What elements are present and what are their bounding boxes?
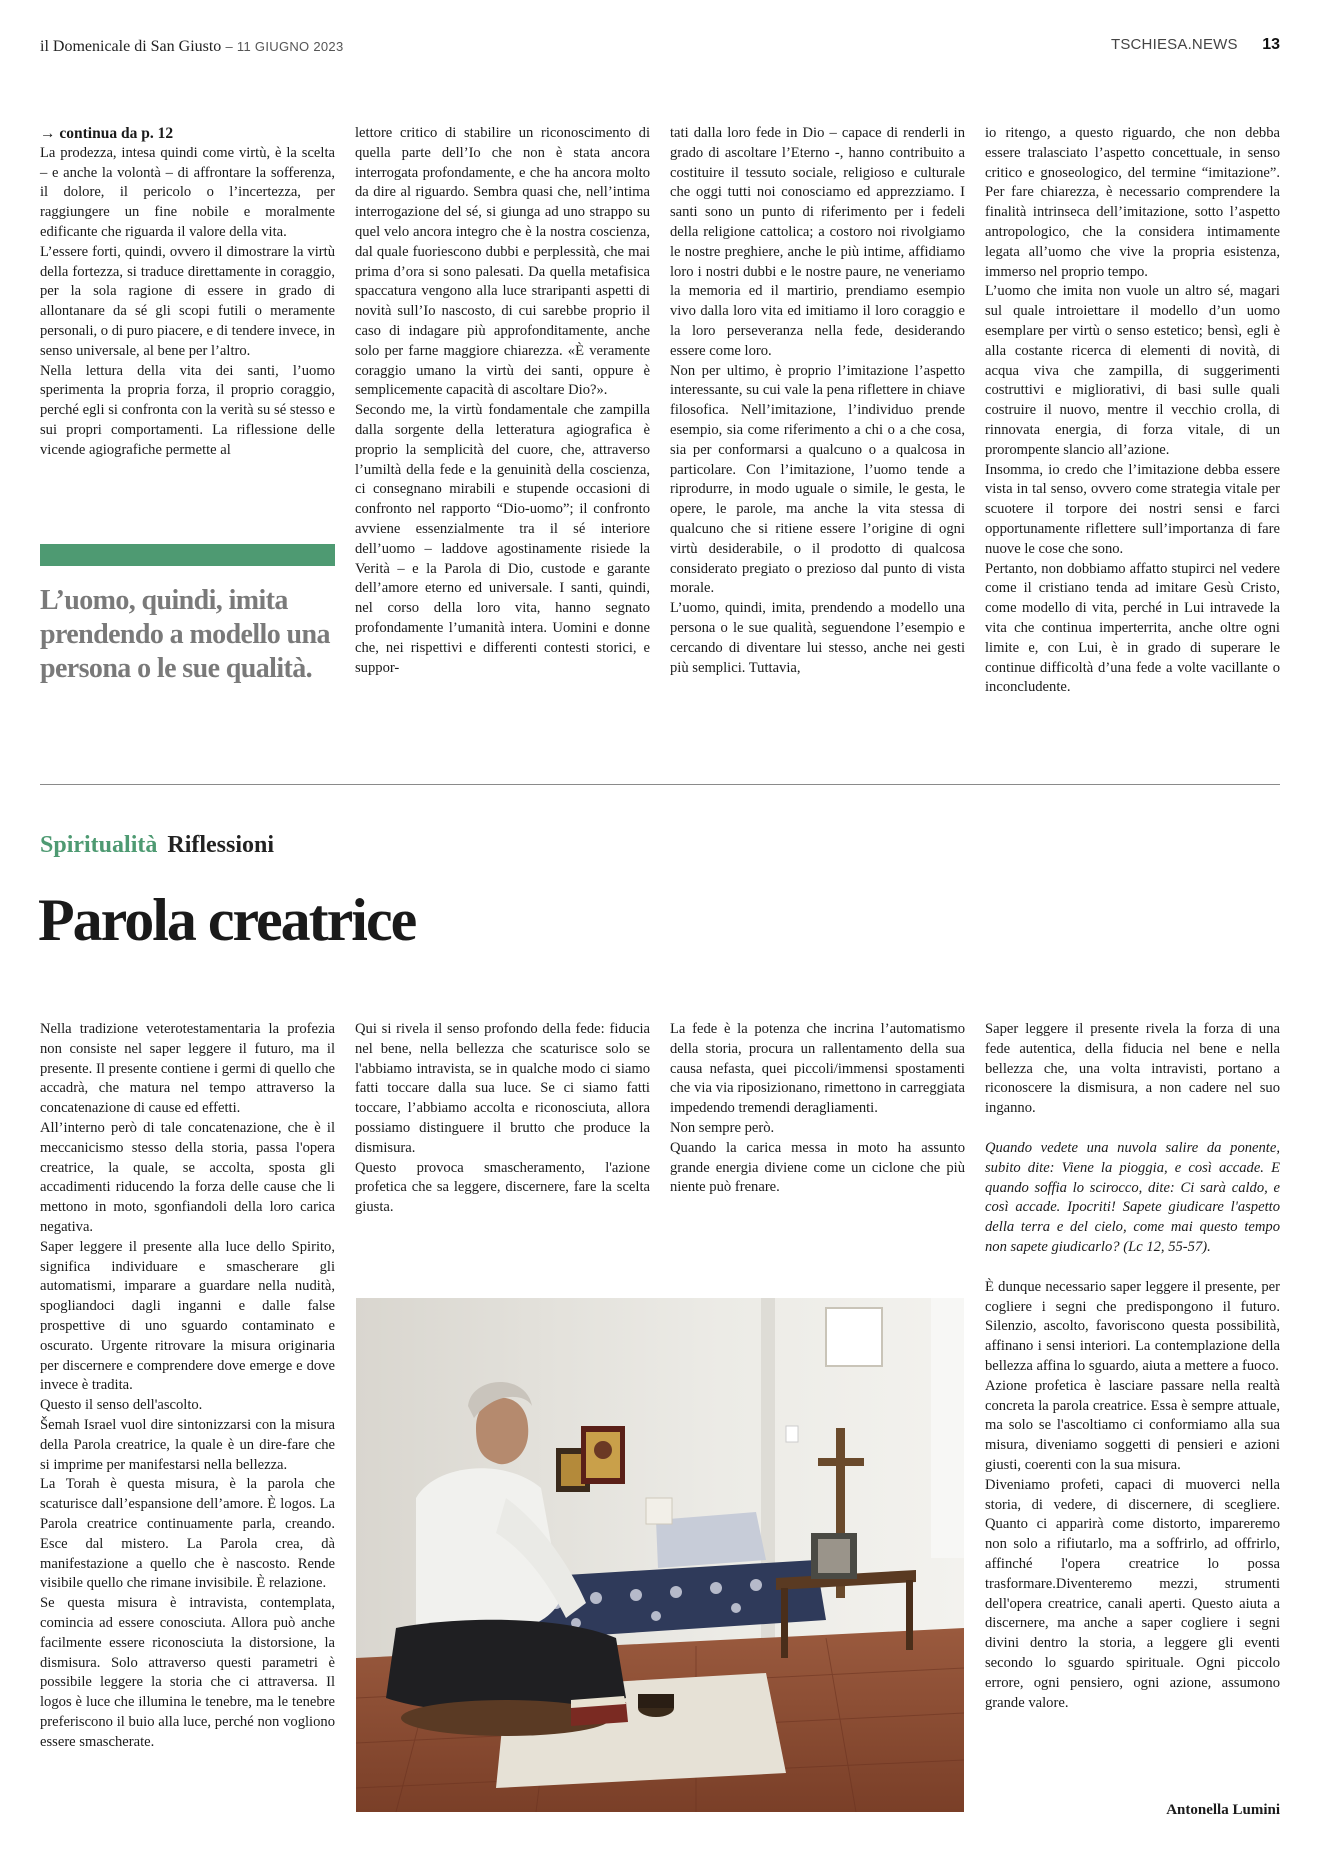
paragraph: lettore critico di stabilire un riconoscimento di quella parte dell’Io che non è stata ancora interrogata profondamente, e che ha ancora molto da dire al riguardo. Sembra quasi che, nell’intima interrogazione del sé, si giunga ad uno strappo su quel velo ancora integro che è la nostra coscienza, dal quale fuoriescono dubbi e perplessità, che mai prima d’ora si sono palesati. Da quella metafisica spaccatura vengono alla luce straripanti aspetti di novità sull’Io nascosto, di cui sarebbe proprio il caso di indagare più approfonditamente, anche solo per farne maggiore chiarezza. «È veramente coraggio umano la virtù dei santi, oppure è semplicemente capacità di ascoltare Dio?».: [355, 125, 650, 399]
section-divider: [40, 784, 1280, 785]
issue-date: – 11 GIUGNO 2023: [225, 39, 344, 54]
pull-quote-bar: [40, 544, 335, 566]
paragraph: La Torah è questa misura, è la parola che scaturisce dall’espansione dell’amore. È logos. La Parola creatrice continuamente parla, creando. Esce dal mistero. La Parola crea, dà manifestazione a quello che è nascosto. Rende visibile quello che rimane invisibile. È relazione.: [40, 1476, 335, 1592]
paragraph: Šemah Israel vuol dire sintonizzarsi con la misura della Parola creatrice, la quale è un dire-fare che si imprime per manifestarsi nella bellezza.: [40, 1416, 335, 1473]
paragraph: Quando la carica messa in moto ha assunto grande energia diviene come un ciclone che più niente può frenare.: [670, 1139, 965, 1196]
paragraph: L’uomo, quindi, imita, prendendo a modello una persona o le sue qualità, seguendone l’esempio e cercando di diventare lui stesso, anche nei gesti più semplici. Tuttavia,: [670, 600, 965, 676]
section-label: [40, 832, 274, 859]
top-article-column-4: [985, 124, 1280, 698]
paragraph: Azione profetica è lasciare passare nella realtà concreta la parola creatrice. Essa è sempre attuale, ma solo se l'ascoltiamo ci conformiamo alla sua misura, diveniamo soggetti di pensieri e azioni giusti, coerenti con la sua misura.: [985, 1377, 1280, 1473]
pull-quote: L’uomo, quindi, imita prendendo a modello una persona o le sue qualità.: [40, 585, 330, 684]
paragraph: Questo il senso dell'ascolto.: [40, 1397, 203, 1414]
meditation-illustration: [356, 1298, 964, 1812]
bottom-article-column-3: [670, 1020, 965, 1198]
header-left: [40, 38, 344, 56]
article-title: Parola creatrice: [38, 887, 416, 953]
paragraph: L’uomo che imita non vuole un altro sé, magari sul quale introiettare il modello d’un uomo esemplare per virtù o senso estetico; bensì, egli è alla costante ricerca di elementi di novità, di acqua viva che zampilla, di suggerimenti costruttivi e migliorativi, di basi sulle quali costruire il nuovo, mentre il vecchio crolla, di rinnovata energia, di forza vitale, di un prorompente slancio all’azione.: [985, 283, 1280, 458]
page-header: [40, 34, 1280, 60]
paragraph: Qui si rivela il senso profondo della fede: fiducia nel bene, nella bellezza che scaturisce solo se l'abbiamo intravista, se in qualche modo ci siamo fatti toccare dalla sua luce. Se ci siamo fatti toccare, l’abbiamo accolta e riconosciuta, allora possiamo distinguere il brutto che produce la dismisura.: [355, 1021, 650, 1156]
paragraph: Se questa misura è intravista, contemplata, comincia ad essere conosciuta. Allora può anche facilmente essere riconosciuta la distorsione, la dismisura. Solo attraverso questi parametri è possibile leggere la storia che ci attraversa. Il logos è luce che illumina le tenebre, ma le tenebre preferiscono il buio alla luce, perché non vogliono essere smascherate.: [40, 1595, 335, 1750]
paragraph: io ritengo, a questo riguardo, che non debba essere tralasciato l’aspetto concettuale, in senso critico e gnoseologico, del termine “imitazione”. Per fare chiarezza, è necessario comprendere la finalità intrinseca dell’imitazione, sotto l’aspetto antropologico, che la considera intimamente legata all’uomo che vive la propria esistenza, immerso nel proprio tempo.: [985, 125, 1280, 280]
continuation-note[interactable]: → continua da p. 12: [40, 125, 174, 142]
author-byline: Antonella Lumini: [1166, 1802, 1280, 1818]
paragraph: Nella tradizione veterotestamentaria la profezia non consiste nel saper leggere il futuro, ma il presente. Il presente contiene i germi di quello che accadrà, che matura nel tempo attraverso la concatenazione di cause ed effetti.: [40, 1021, 335, 1117]
paragraph: Questo provoca smascheramento, l'azione profetica che sa leggere, discernere, fare la scelta giusta.: [355, 1159, 650, 1216]
paragraph: Pertanto, non dobbiamo affatto stupirci nel vedere come il cristiano tenda ad imitare Gesù Cristo, come modello di vita, perché in Lui intravede la vita che continua imperterrita, anche oltre ogni limite e, con Lui, è in grado di superare le continue difficoltà d’una fede a volte vacillante o inconcludente.: [985, 560, 1280, 696]
paragraph: tati dalla loro fede in Dio – capace di renderli in grado di ascoltare l’Eterno -, hanno contribuito a costituire il tessuto sociale, religioso e culturale che oggi tutti noi conosciamo ed apprezziamo. I santi sono un punto di riferimento per i fedeli della religione cattolica; a costoro noi rivolgiamo le nostre preghiere, anche le più intime, affidiamo loro i nostri dubbi e le nostre paure, ne veneriamo la memoria ed il martirio, prendiamo esempio vivo dalla loro vita ed imitiamo il loro coraggio e la loro perseveranza nella fede, desiderando essere come loro.: [670, 125, 965, 359]
paragraph: È dunque necessario saper leggere il presente, per cogliere i segni che predispongono il futuro. Silenzio, ascolto, favoriscono questa possibilità, affinano i sensi interiori. La contemplazione della bellezza affina lo sguardo, aiuta a mettere a fuoco.: [985, 1278, 1280, 1374]
bottom-article-column-1: [40, 1020, 335, 1752]
header-right: [1111, 36, 1280, 54]
section-name[interactable]: Spiritualità: [40, 832, 158, 858]
top-article-column-1: [40, 124, 335, 461]
page-number: 13: [1262, 36, 1280, 53]
paragraph: All’interno però di tale concatenazione, che è il meccanicismo stesso della storia, passa l'opera creatrice, la quale, se accolta, sposta gli accadimenti riducendo la forza delle cause che li mettono in moto, sgonfiandoli della loro carica negativa.: [40, 1119, 335, 1235]
paragraph: Quando vedete una nuvola salire da ponente, subito dite: Viene la pioggia, e così accade. E quando soffia lo scirocco, dite: Ci sarà caldo, e così accade. Ipocriti! Sapete giudicare l'aspetto della terra e del cielo, come mai questo tempo non sapete giudicarlo? (Lc 12, 55-57).: [985, 1139, 1280, 1255]
paragraph: L’essere forti, quindi, ovvero il dimostrare la virtù della fortezza, si traduce direttamente in coraggio, per la sola ragione di essere in grado di allontanare da sé gli scopi futili o meramente personali, o di puro piacere, e di tendere invece, in senso universale, al bene per l’altro.: [40, 243, 335, 359]
paragraph: Non sempre però.: [670, 1119, 775, 1136]
bottom-article-column-4: [985, 1020, 1280, 1713]
site-name[interactable]: TSCHIESA.NEWS: [1110, 36, 1238, 53]
paragraph: Saper leggere il presente rivela la forza di una fede autentica, della fiducia nel bene e nella bellezza che, una volta intravisti, portano a riconoscere la dismisura, a non cadere nel suo inganno.: [985, 1021, 1280, 1117]
top-article-column-2: [355, 124, 650, 678]
publication-name: il Domenicale di San Giusto: [40, 38, 222, 55]
paragraph: Saper leggere il presente alla luce dello Spirito, significa individuare e smascherare gli automatismi, imparare a guardare nella nudità, spogliandoci dagli inganni e dalle false prospettive di uno sguardo contaminato e oscurato. Urgente ritrovare la misura originaria per discernere e comprendere dove emerge e dove invece è tradita.: [40, 1238, 335, 1394]
paragraph: La prodezza, intesa quindi come virtù, è la scelta – e anche la volontà – di affrontare la sofferenza, il dolore, il pericolo o l’incertezza, per raggiungere un fine nobile e moralmente edificante che riguarda il valore della vita.: [40, 144, 335, 240]
paragraph: Secondo me, la virtù fondamentale che zampilla dalla sorgente della letteratura agiografica è proprio la semplicità del cuore, che, attraverso l’umiltà della fede e la genuinità della coscienza, ci consegnano mirabili e stupende occasioni di confronto nel rapporto “Dio-uomo”; il confronto avviene essenzialmente tra il sé interiore dell’uomo – laddove agostinamente risiede la Verità – e la Parola di Dio, custode e garante dell’amore eterno ed universale. I santi, quindi, nel corso della loro vita, hanno segnato profondamente l’umanità intera. Uomini e donne che, nei rispettivi e differenti contesti storici, e suppor-: [355, 402, 650, 676]
top-article-column-3: [670, 124, 965, 678]
meditation-photo: [356, 1298, 964, 1812]
paragraph: Diveniamo profeti, capaci di muoverci nella storia, di vedere, di discernere, di scegliere. Quanto ci apparirà come distorto, impareremo non solo a rifiutarlo, ma a soffrirlo, ad offrirlo, affinché l'opera creatrice lo possa trasformare.Diventeremo mezzi, strumenti dell'opera creatrice, canali aperti. Questo aiuta a discernere, ma anche a saper cogliere i segni divini dentro la storia, a leggere gli eventi secondo lo sguardo spirituale. Ogni piccolo errore, ogni pensiero, ogni azione, assumono grande valore.: [985, 1476, 1280, 1711]
bottom-article-column-2: [355, 1020, 650, 1218]
paragraph: Nella lettura della vita dei santi, l’uomo sperimenta la propria forza, il proprio coraggio, perché egli si confronta con la verità su sé stesso e sui propri comportamenti. La riflessione delle vicende agiografiche permette al: [40, 362, 335, 458]
paragraph: Insomma, io credo che l’imitazione debba essere vista in tal senso, ovvero come strategia vitale per scuotere il torpore dei nostri sensi e farci opportunamente riflettere sull’importanza di fare nuove le cose che sono.: [985, 461, 1280, 557]
paragraph: Non per ultimo, è proprio l’imitazione l’aspetto interessante, su cui vale la pena riflettere in chiave filosofica. Nell’imitazione, l’individuo prende esempio, sia come riferimento a chi o a che cosa, sia per conformarsi a qualcuno o a qualcosa in particolare. Con l’imitazione, l’uomo tende a riprodurre, in modo uguale o simile, le gesta, le opere, le parole, ma anche la vita stessa di qualcuno che si ritiene essere l’origine di ogni virtù desiderabile, o il prodotto di qualcosa considerato pregiato o prezioso dal punto di vista morale.: [670, 362, 965, 597]
subsection-name: Riflessioni: [167, 832, 275, 858]
paragraph: La fede è la potenza che incrina l’automatismo della storia, procura un rallentamento della sua causa nefasta, quei piccoli/immensi spostamenti che via via riposizionano, rimettono in carreggiata impedendo tremendi deragliamenti.: [670, 1021, 965, 1117]
